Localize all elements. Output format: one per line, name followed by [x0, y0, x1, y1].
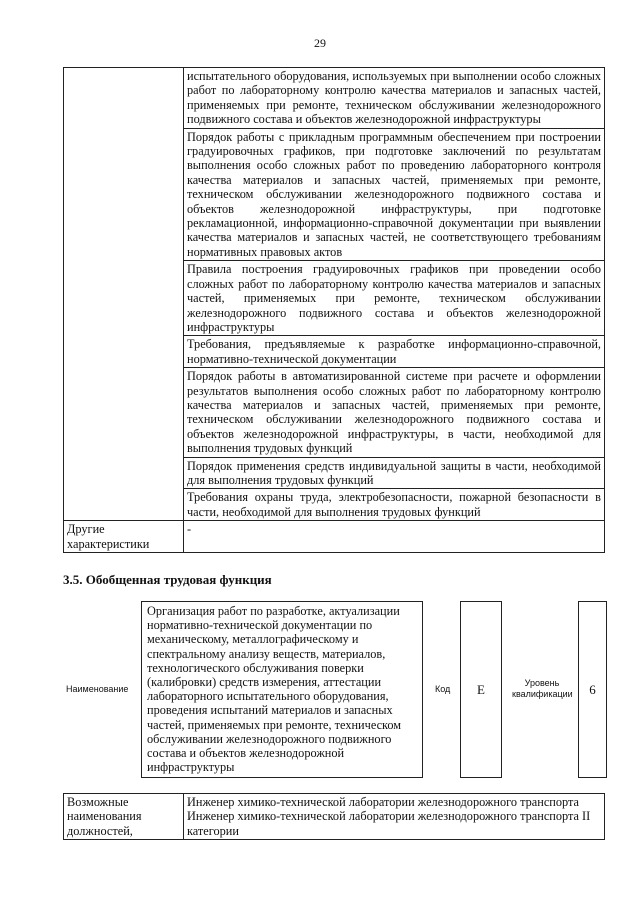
position-item: Инженер химико-технической лаборатории железнодорожного транспорта: [187, 795, 579, 809]
positions-label: Возможные наименования должностей,: [64, 794, 184, 840]
knowledge-table: [63, 67, 605, 553]
table-cell: Порядок применения средств индивидуальной защиты в части, необходимой для выполнения трудовых функций: [184, 457, 605, 489]
table-cell: Требования, предъявляемые к разработке информационно-справочной, нормативно-технической документации: [184, 336, 605, 368]
table-cell-left: [64, 68, 184, 521]
table-row-other: [64, 521, 605, 553]
table-cell: Порядок работы в автоматизированной системе при расчете и оформлении результатов выполнения особо сложных работ по лабораторному контролю качества материалов и запасных частей, применяемых при ремонте, техническом обслуживании железнодорожного подвижного состава и объектов железнодорожной инфраструктуры, в части, необходимой для выполнения трудовых функций: [184, 368, 605, 457]
positions-table: [63, 793, 605, 840]
table-cell: Требования охраны труда, электробезопасности, пожарной безопасности в части, необходимой для выполнения трудовых функций: [184, 489, 605, 521]
code-value: E: [460, 601, 502, 778]
positions-value: [184, 794, 605, 840]
table-row: [64, 794, 605, 840]
other-characteristics-label: Другие характеристики: [64, 521, 184, 553]
function-name-box: Организация работ по разработке, актуализации нормативно-технической документации по механическому, металлографическому и спектральному анализу веществ, материалов, технологического обслуживания поверки (калибровки) средств измерения, аттестации лабораторного испытательного оборудования, проведения испытаний материалов и запасных частей, применяемых при ремонте, техническом обслуживании железнодорожного подвижного состава и объектов железнодорожной инфраструктуры: [141, 601, 423, 778]
qualification-level-value: 6: [578, 601, 607, 778]
table-row: [64, 68, 605, 129]
name-label: Наименование: [66, 684, 129, 694]
table-cell: испытательного оборудования, используемых при выполнении особо сложных работ по лабораторному контролю качества материалов и запасных частей, применяемых при ремонте, техническом обслуживании железнодорожного подвижного состава и объектов железнодорожной инфраструктуры: [184, 68, 605, 129]
page-number: 29: [314, 36, 326, 50]
code-label: Код: [435, 684, 451, 694]
table-cell: Правила построения градуировочных графиков при проведении особо сложных работ по лабораторному контролю качества материалов и запасных частей, применяемых при ремонте, техническом обслуживании железнодорожного подвижного состава и объектов железнодорожной инфраструктуры: [184, 261, 605, 336]
position-item: Инженер химико-технической лаборатории железнодорожного транспорта II категории: [187, 809, 591, 838]
section-title: 3.5. Обобщенная трудовая функция: [63, 572, 272, 587]
other-characteristics-value: -: [184, 521, 605, 553]
qualification-level-label: Уровень квалификации: [512, 678, 573, 699]
table-cell: Порядок работы с прикладным программным обеспечением при построении градуировочных графиков, при подготовке заключений по результатам выполнения особо сложных работ по проведению лабораторного контроля качества материалов и запасных частей, применяемых при ремонте, техническом обслуживании железнодорожного подвижного состава и объектов железнодорожной инфраструктуры, при подготовке рекламационной, информационно-справочной документации при выявлении качества материалов и запасных частей, не соответствующего требованиям нормативных правовых актов: [184, 128, 605, 261]
